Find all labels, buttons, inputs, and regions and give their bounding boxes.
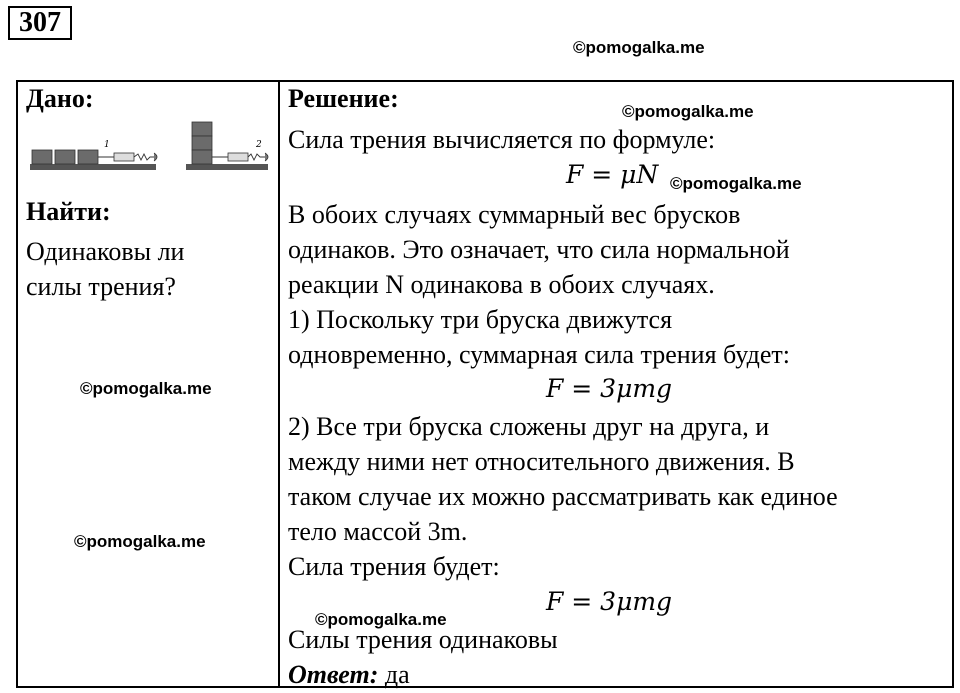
watermark: ©pomogalka.me — [670, 174, 802, 193]
solution-line: 1) Поскольку три бруска движутся — [288, 305, 673, 334]
solution-heading: Решение: — [288, 84, 399, 113]
given-heading: Дано: — [26, 84, 94, 113]
solution-line: Сила трения будет: — [288, 552, 500, 581]
answer-line — [288, 657, 410, 692]
watermark: ©pomogalka.me — [74, 532, 206, 551]
solution-line: тело массой 3m. — [288, 517, 468, 546]
watermark: ©pomogalka.me — [80, 379, 212, 398]
question-line-2: силы трения? — [26, 272, 176, 301]
given-column — [18, 82, 278, 686]
problem-number: 307 — [8, 6, 72, 40]
blocks-figure — [28, 120, 272, 182]
formula-case-2: F = 3μmg — [546, 587, 673, 616]
figure-2-stacked-blocks — [186, 122, 268, 170]
answer-label: Ответ: — [288, 660, 379, 689]
solution-line: В обоих случаях суммарный вес брусков — [288, 200, 741, 229]
figure-1-three-blocks — [30, 140, 157, 170]
watermark: ©pomogalka.me — [622, 102, 754, 121]
figure-2-label: 2 — [256, 140, 262, 150]
solution-line: Силы трения одинаковы — [288, 625, 558, 654]
question-line-1: Одинаковы ли — [26, 237, 185, 266]
solution-line: Сила трения вычисляется по формуле: — [288, 125, 716, 154]
solution-table — [16, 80, 954, 688]
formula-case-1: F = 3μmg — [546, 374, 673, 403]
solution-line: одновременно, суммарная сила трения будет: — [288, 340, 790, 369]
find-heading: Найти: — [26, 197, 111, 226]
solution-line: таком случае их можно рассматривать как единое — [288, 482, 838, 511]
solution-column — [280, 82, 954, 689]
solution-line: одинаков. Это означает, что сила нормальной — [288, 235, 790, 264]
watermark: ©pomogalka.me — [315, 610, 447, 629]
formula-friction: F = μN — [566, 160, 659, 189]
solution-line: реакции N одинакова в обоих случаях. — [288, 270, 715, 299]
answer-value: да — [384, 660, 410, 689]
watermark: ©pomogalka.me — [573, 38, 705, 57]
solution-line: между ними нет относительного движения. В — [288, 447, 795, 476]
solution-line: 2) Все три бруска сложены друг на друга, и — [288, 412, 770, 441]
figure-1-label: 1 — [104, 140, 110, 150]
